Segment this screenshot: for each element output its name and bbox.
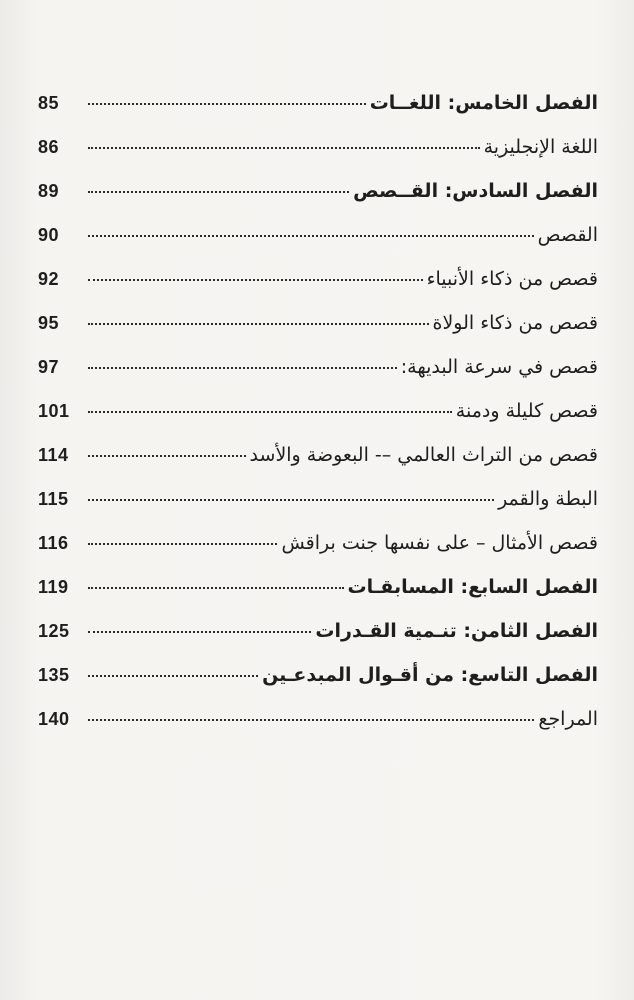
toc-entry xyxy=(38,430,598,474)
dot-leader xyxy=(88,719,534,721)
toc-page-number: 90 xyxy=(38,225,60,245)
toc-page-number: 140 xyxy=(38,709,70,729)
toc-entry-title: قصص من التراث العالمي –- البعوضة والأسد xyxy=(249,444,598,466)
toc-page-number: 97 xyxy=(38,357,60,377)
toc-page-number: 119 xyxy=(38,577,69,597)
toc-entry xyxy=(38,166,598,210)
toc-page-number: 135 xyxy=(38,665,70,685)
toc-entry-title: القصص xyxy=(537,224,598,246)
toc-page-number: 92 xyxy=(38,269,60,289)
dot-leader xyxy=(88,191,349,193)
toc-page-number: 115 xyxy=(38,489,69,509)
toc-entry xyxy=(38,474,598,518)
dot-leader xyxy=(88,147,480,149)
dot-leader xyxy=(88,323,429,325)
toc-page-number: 125 xyxy=(38,621,70,641)
toc-entry xyxy=(38,298,598,342)
toc-entry xyxy=(38,386,598,430)
table-of-contents xyxy=(38,78,598,738)
toc-page-number: 89 xyxy=(38,181,60,201)
toc-page-number: 114 xyxy=(38,445,69,465)
dot-leader xyxy=(88,103,366,105)
toc-entry xyxy=(38,606,598,650)
dot-leader xyxy=(88,587,344,589)
toc-entry xyxy=(38,518,598,562)
toc-entry-title: الفصل السابع: المسابقـات xyxy=(347,576,598,598)
toc-entry xyxy=(38,254,598,298)
dot-leader xyxy=(88,279,423,281)
dot-leader xyxy=(88,367,397,369)
toc-entry xyxy=(38,562,598,606)
toc-page-number: 116 xyxy=(38,533,69,553)
toc-entry-title: قصص في سرعة البديهة: xyxy=(400,356,598,378)
toc-entry-title: الفصل الخامس: اللغــات xyxy=(369,92,598,114)
dot-leader xyxy=(88,499,494,501)
dot-leader xyxy=(88,543,277,545)
toc-entry-title: المراجع xyxy=(538,708,598,730)
toc-entry-title: قصص من ذكاء الولاة xyxy=(432,312,598,334)
toc-entry-title: البطة والقمر xyxy=(498,488,598,510)
toc-entry xyxy=(38,122,598,166)
toc-entry-title: الفصل الثامن: تنـمية القـدرات xyxy=(315,620,598,642)
toc-entry-title: الفصل التاسع: من أقـوال المبدعـين xyxy=(262,664,598,686)
dot-leader xyxy=(88,411,452,413)
toc-entry xyxy=(38,694,598,738)
dot-leader xyxy=(88,455,246,457)
dot-leader xyxy=(88,631,311,633)
toc-page-number: 95 xyxy=(38,313,60,333)
toc-entry xyxy=(38,210,598,254)
toc-page-number: 101 xyxy=(38,401,70,421)
toc-entry-title: قصص الأمثال – على نفسها جنت براقش xyxy=(281,532,598,554)
toc-page-number: 86 xyxy=(38,137,60,157)
toc-entry xyxy=(38,78,598,122)
dot-leader xyxy=(88,235,534,237)
dot-leader xyxy=(88,675,258,677)
toc-entry-title: اللغة الإنجليزية xyxy=(483,136,598,158)
toc-entry-title: قصص كليلة ودمنة xyxy=(455,400,598,422)
toc-entry xyxy=(38,342,598,386)
toc-entry-title: الفصل السادس: القــصص xyxy=(353,180,598,202)
toc-entry-title: قصص من ذكاء الأنبياء xyxy=(426,268,598,290)
toc-page-number: 85 xyxy=(38,93,60,113)
toc-entry xyxy=(38,650,598,694)
